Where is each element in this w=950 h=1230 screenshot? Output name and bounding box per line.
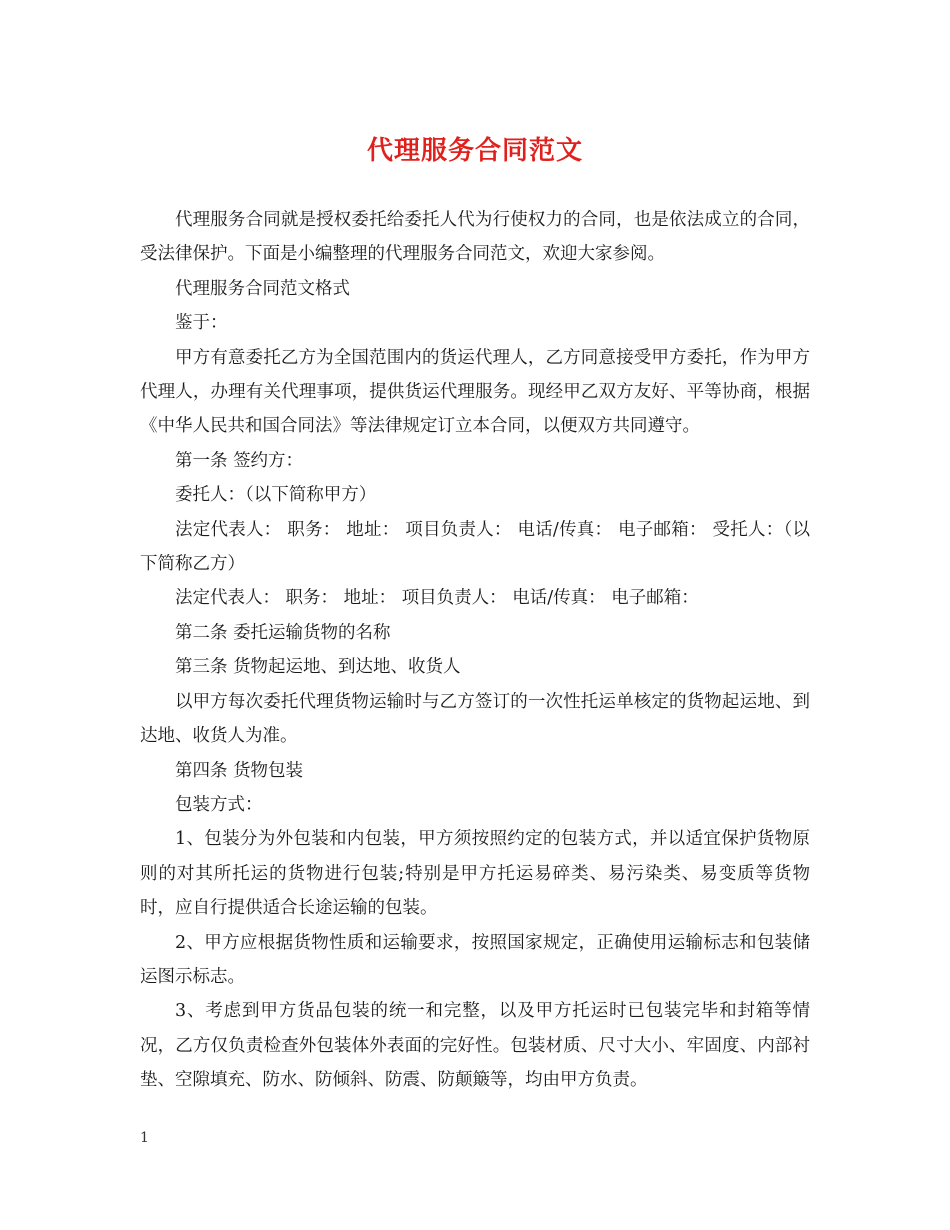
article-4-heading: 第四条 货物包装 <box>175 760 304 781</box>
document-body <box>140 203 810 1098</box>
paragraph-whereas-content: 甲方有意委托乙方为全国范围内的货运代理人，乙方同意接受甲方委托，作为甲方代理人，办理有关代理事项，提供货运代理服务。现经甲乙双方友好、平等协商，根据《中华人民共和国合同法》等法律规定订立本合同，以便双方共同遵守。 <box>140 347 810 437</box>
article-2-heading: 第二条 委托运输货物的名称 <box>175 622 391 643</box>
article-1-heading: 第一条 签约方： <box>175 450 304 471</box>
document-title: 代理服务合同范文 <box>366 136 583 166</box>
paragraph-agent-details: 法定代表人： 职务： 地址： 项目负责人： 电话/传真： 电子邮箱： <box>175 588 699 609</box>
paragraph-intro: 代理服务合同就是授权委托给委托人代为行使权力的合同，也是依法成立的合同，受法律保护。下面是小编整理的代理服务合同范文，欢迎大家参阅。 <box>140 210 810 265</box>
paragraph-principal-details: 法定代表人： 职务： 地址： 项目负责人： 电话/传真： 电子邮箱： 受托人：（以下简称乙方） <box>140 519 810 575</box>
paragraph-packaging-method: 包装方式： <box>175 794 263 815</box>
paragraph-format-heading: 代理服务合同范文格式 <box>175 278 350 299</box>
paragraph-packaging-item-2: 2、甲方应根据货物性质和运输要求，按照国家规定，正确使用运输标志和包装储运图示标志。 <box>140 932 810 987</box>
article-3-heading: 第三条 货物起运地、到达地、收货人 <box>175 657 461 678</box>
paragraph-whereas: 鉴于： <box>175 313 228 334</box>
paragraph-principal: 委托人：（以下简称甲方） <box>175 485 377 506</box>
paragraph-article-3-content: 以甲方每次委托代理货物运输时与乙方签订的一次性托运单核定的货物起运地、到达地、收货人为准。 <box>140 691 810 747</box>
paragraph-packaging-item-3: 3、考虑到甲方货品包装的统一和完整，以及甲方托运时已包装完毕和封箱等情况，乙方仅负责检查外包装体外表面的完好性。包装材质、尺寸大小、牢固度、内部衬垫、空隙填充、防水、防倾斜、防震、防颠簸等，均由甲方负责。 <box>140 1001 810 1091</box>
page-number: 1 <box>140 1130 149 1146</box>
paragraph-packaging-item-1: 1、包装分为外包装和内包装，甲方须按照约定的包装方式，并以适宜保护货物原则的对其所托运的货物进行包装;特别是甲方托运易碎类、易污染类、易变质等货物时，应自行提供适合长途运输的包装。 <box>140 829 810 919</box>
